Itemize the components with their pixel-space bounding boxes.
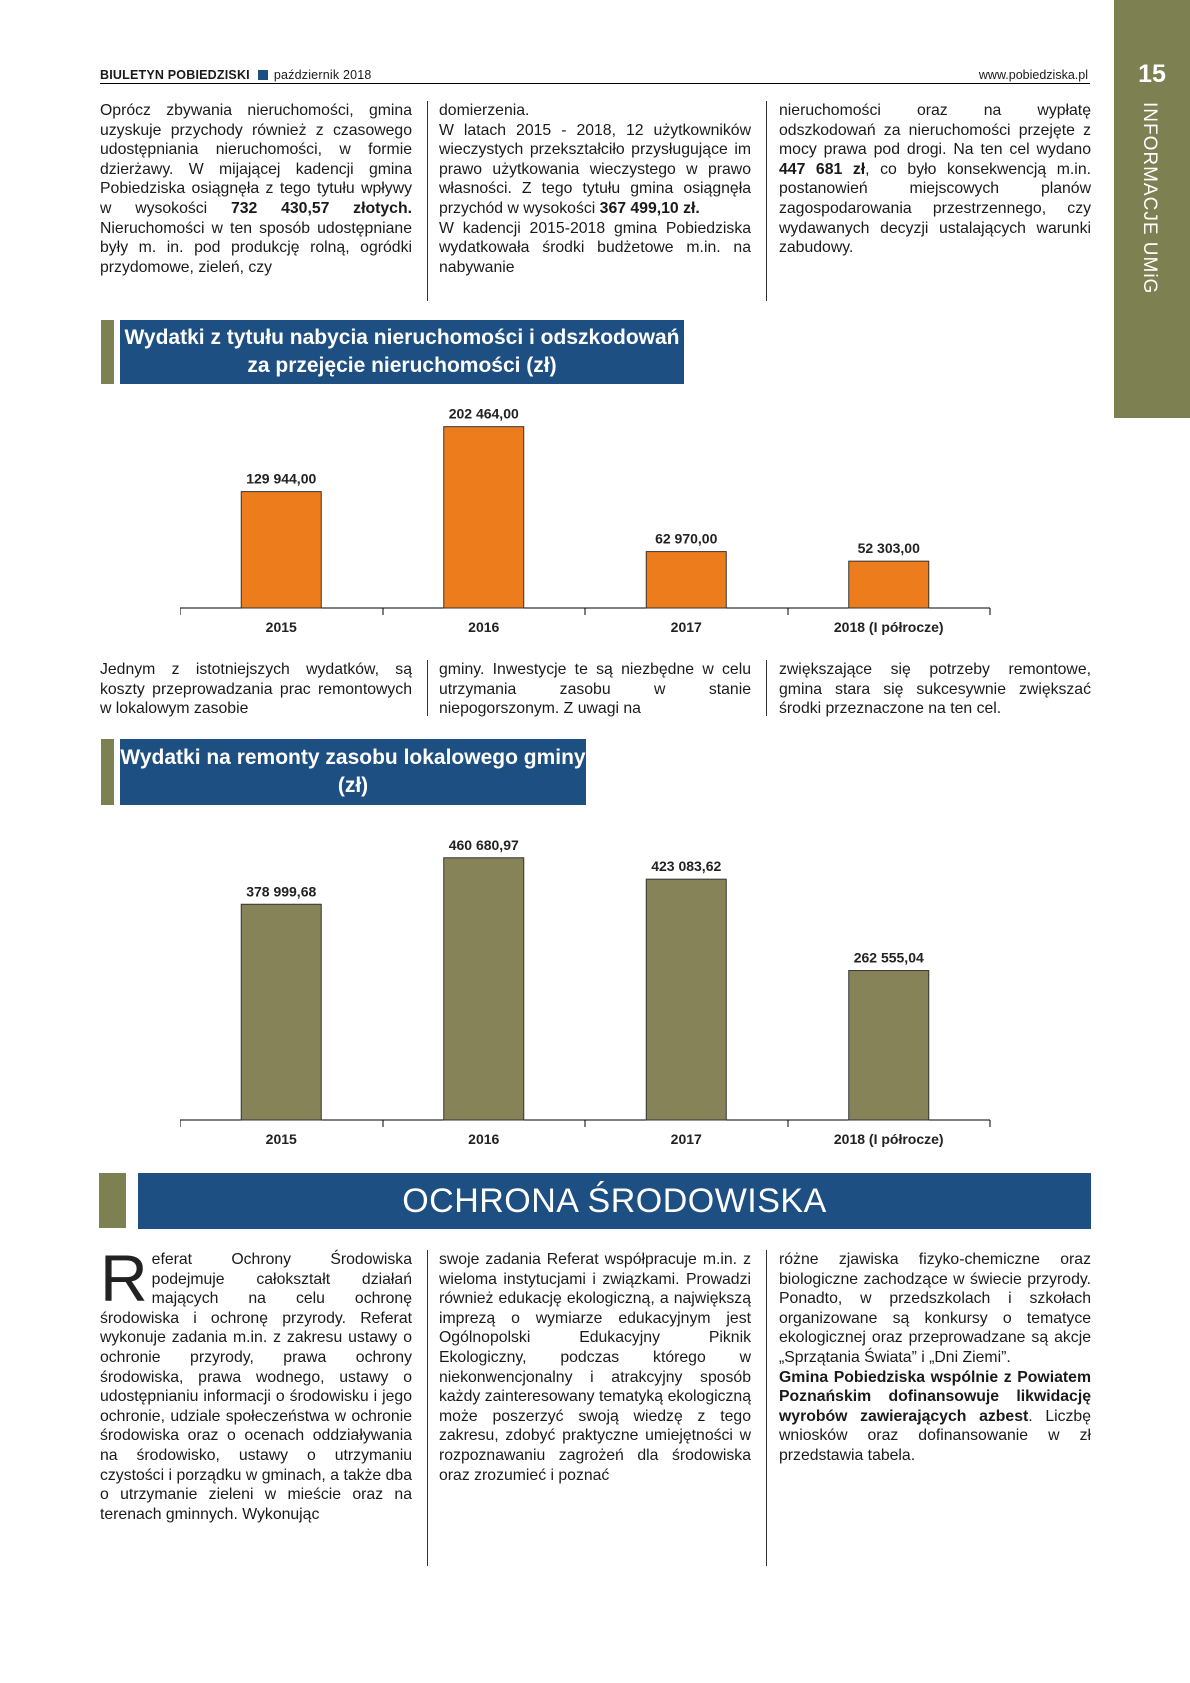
asbestos-notice: Gmina Pobiedziska wspólnie z Powiatem Poznańskim dofinansowuje likwidację wyrobów zawierających azbest bbox=[779, 1368, 1091, 1425]
middle-column-1: Jednym z istotniejszych wydatków, są koszty przeprowadzania prac remontowych w lokalowym zasobie bbox=[100, 661, 412, 718]
section-column-3-text: różne zjawiska fizyko-chemiczne oraz biologiczne zachodzące w świecie przyrody. Ponadto, w przedszkolach i szkołach organizowane są konkursy o tematyce ekologicznej oraz przeprowadzane są akcje „Sprzątania Świata” i „Dni Ziemi”. bbox=[779, 1251, 1091, 1366]
chart-2-title: Wydatki na remonty zasobu lokalowego gminy (zł) bbox=[120, 739, 586, 805]
chart-2-category-label: 2017 bbox=[670, 1131, 702, 1147]
column-divider bbox=[766, 101, 767, 301]
chart-1-bar bbox=[444, 427, 524, 608]
section-title: OCHRONA ŚRODOWISKA bbox=[138, 1173, 1091, 1229]
column-divider bbox=[766, 660, 767, 716]
chart-1 bbox=[180, 390, 1010, 640]
intro-column-3: nieruchomości oraz na wypłatę odszkodowań za nieruchomości przejęte z mocy prawa pod drogi. Na ten cel wydano 447 681 zł, co było konsekwencją m.in. postanowień miejscowych planów zagospodarowania przestrzennego, czy wydawanych decyzji ustalających warunki zabudowy. bbox=[779, 102, 1091, 257]
chart-2-value-label: 378 999,68 bbox=[246, 883, 317, 900]
chart-1-title: Wydatki z tytułu nabycia nieruchomości i odszkodowań za przejęcie nieruchomości (zł) bbox=[120, 320, 684, 384]
publication-title: BIULETYN POBIEDZISKI bbox=[100, 68, 250, 82]
chart-1-bar bbox=[646, 552, 726, 608]
chart-2-bar bbox=[849, 971, 929, 1120]
chart-2-svg bbox=[180, 812, 1010, 1152]
column-divider bbox=[427, 660, 428, 716]
chart-1-value-label: 52 303,00 bbox=[857, 540, 920, 557]
chart-1-bar bbox=[241, 492, 321, 608]
middle-column-2: gminy. Inwestycje te są niezbędne w celu utrzymania zasobu w stanie niepogorszonym. Z uwagi na bbox=[439, 661, 751, 718]
chart-2 bbox=[180, 812, 1010, 1152]
section-column-1: Referat Ochrony Środowiska podejmuje całokształt działań mających na celu ochronę środowiska i ochronę przyrody. Referat wykonuje zadania m.in. z zakresu ustawy o ochronie przyrody, prawa ochrony środowiska, prawa wodnego, ustawy o udostępnianiu informacji o środowisku i jego ochronie, udziale społeczeństwa w ochronie środowiska oraz o ocenach oddziaływania na środowisko, ustawy o utrzymaniu czystości i porządku w gminach, a także dba o utrzymanie zieleni w mieście oraz na terenach gminnych. Wykonując bbox=[100, 1241, 412, 1523]
chart-2-bar bbox=[444, 858, 524, 1120]
chart-1-value-label: 129 944,00 bbox=[246, 470, 317, 487]
chart-1-value-label: 202 464,00 bbox=[448, 405, 519, 422]
heading-accent-bar bbox=[101, 739, 114, 805]
issue-date: październik 2018 bbox=[273, 68, 372, 82]
chart-2-value-label: 262 555,04 bbox=[853, 949, 924, 966]
middle-column-3: zwiększające się potrzeby remontowe, gmina stara się sukcesywnie zwiększać środki przeznaczone na ten cel. bbox=[779, 661, 1091, 718]
heading-accent-bar bbox=[99, 1173, 126, 1228]
intro-column-2: domierzenia. W latach 2015 - 2018, 12 użytkowników wieczystych przekształciło przysługujące im prawo użytkowania wieczystego w prawo własności. Z tego tytułu gmina osiągnęła przychód w wysokości 367 499,10 zł. W kadencji 2015-2018 gmina Pobiedziska wydatkowała środki budżetowe m.in. na nabywanie bbox=[439, 102, 751, 276]
column-divider bbox=[427, 101, 428, 301]
section-label: INFORMACJE UMiG bbox=[1139, 102, 1160, 295]
chart-2-category-label: 2016 bbox=[468, 1131, 500, 1147]
header-brand-line bbox=[100, 68, 372, 82]
chart-1-category-label: 2017 bbox=[670, 619, 702, 635]
section-column-3: różne zjawiska fizyko-chemiczne oraz biologiczne zachodzące w świecie przyrody. Ponadto, w przedszkolach i szkołach organizowane są konkursy o tematyce ekologicznej oraz przeprowadzane są akcje „Sprzątania Świata” i „Dni Ziemi”. Gmina Pobiedziska wspólnie z Powiatem Poznańskim dofinansowuje likwidację wyrobów zawierających azbest. Liczbę wniosków oraz dofinansowanie w zł przedstawia tabela. bbox=[779, 1251, 1091, 1464]
chart-2-value-label: 423 083,62 bbox=[651, 858, 722, 875]
chart-2-bar bbox=[646, 879, 726, 1120]
chart-2-category-label: 2015 bbox=[265, 1131, 297, 1147]
chart-1-bar bbox=[849, 561, 929, 608]
chart-1-category-label: 2016 bbox=[468, 619, 500, 635]
intro-column-1: Oprócz zbywania nieruchomości, gmina uzyskuje przychody również z czasowego udostępniania nieruchomości, w formie dzierżawy. W mijającej kadencji gmina Pobiedziska osiągnęła z tego tytułu wpływy w wysokości 732 430,57 złotych. Nieruchomości w ten sposób udostępniane były m. in. pod produkcję rolną, ogródki przydomowe, zieleń, czy bbox=[100, 102, 412, 276]
chart-2-value-label: 460 680,97 bbox=[448, 836, 519, 853]
chart-1-value-label: 62 970,00 bbox=[655, 530, 718, 547]
page-number: 15 bbox=[1138, 60, 1166, 88]
square-bullet-icon bbox=[258, 70, 268, 80]
website-link[interactable]: www.pobiedziska.pl bbox=[978, 68, 1088, 82]
heading-accent-bar bbox=[101, 320, 114, 384]
chart-1-category-label: 2015 bbox=[265, 619, 297, 635]
chart-1-category-label: 2018 (I półrocze) bbox=[833, 619, 944, 635]
section-column-2: swoje zadania Referat współpracuje m.in. z wieloma instytucjami i związkami. Prowadzi również edukację ekologiczną, a największą imprezą o wymiarze edukacyjnym jest Ogólnopolski Edukacyjny Piknik Ekologiczny, podczas którego w niekonwencjonalny i atrakcyjny sposób każdy zainteresowany tematyką ekologiczną może poszerzyć swoją wiedzę z tego zakresu, zdobyć praktyczne umiejętności w rozpoznawaniu zagrożeń dla środowiska oraz zrozumieć i poznać bbox=[439, 1251, 751, 1484]
chart-1-svg bbox=[180, 390, 1010, 640]
column-divider bbox=[766, 1250, 767, 1566]
header-rule bbox=[100, 83, 1090, 84]
drop-cap: R bbox=[100, 1241, 148, 1315]
column-divider bbox=[427, 1250, 428, 1566]
chart-2-category-label: 2018 (I półrocze) bbox=[833, 1131, 944, 1147]
chart-2-bar bbox=[241, 904, 321, 1120]
